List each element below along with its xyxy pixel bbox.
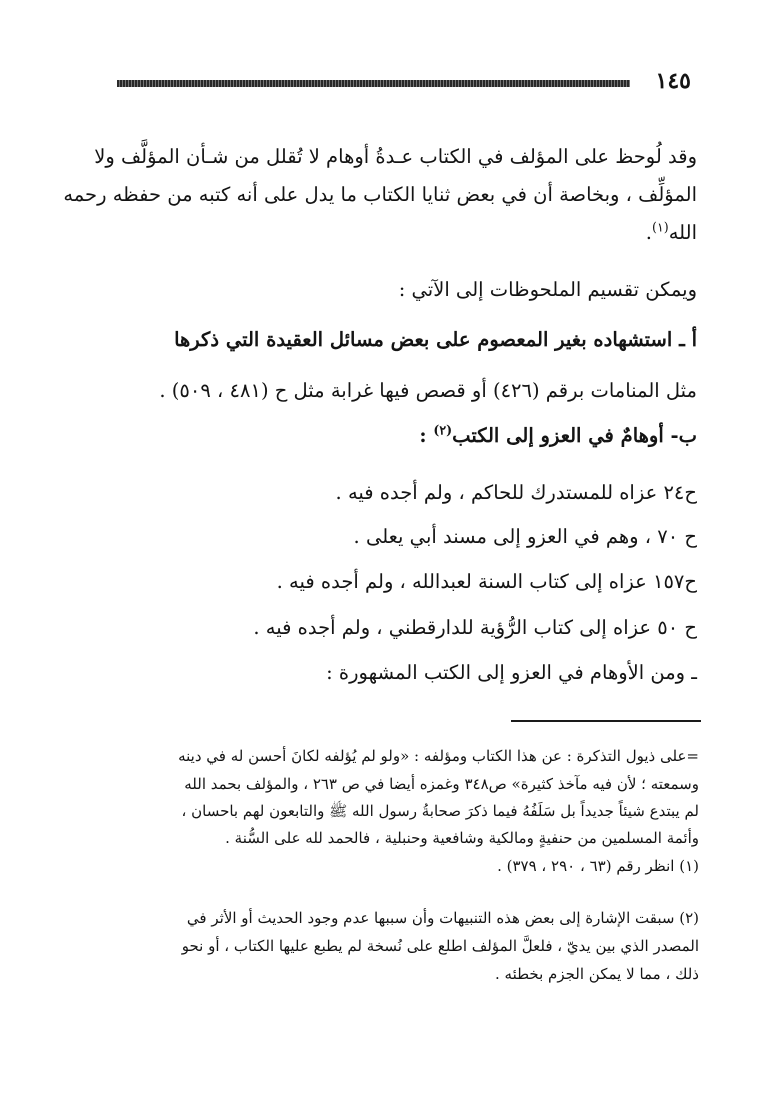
- footnote-1: (١) انظر رقم (٦٣ ، ٢٩٠ ، ٣٧٩) .: [497, 857, 699, 875]
- para1-line3-text: الله: [668, 221, 697, 244]
- footnote-cont-line: لم يبتدع شيئاً جديداً بل سَلَفُهُ فيما ذكرَ صحابةُ رسول الله ﷺ والتابعون لهم باحسان ،: [181, 802, 699, 820]
- footnote-separator: [511, 720, 701, 722]
- list-item: ح ٧٠ ، وهم في العزو إلى مسند أبي يعلى .: [353, 525, 697, 548]
- para1-line3: [646, 218, 697, 248]
- heading-b: [419, 421, 697, 451]
- footnote-2-line: (٢) سبقت الإشارة إلى بعض هذه التنبيهات وأن سببها عدم وجود الحديث أو الأثر في: [186, 909, 699, 927]
- list-item: ح١٥٧ عزاه إلى كتاب السنة لعبدالله ، ولم أجده فيه .: [276, 570, 697, 593]
- closing-line: ـ ومن الأوهام في العزو إلى الكتب المشهورة :: [326, 661, 697, 684]
- para1-line1: وقد لُوحظ على المؤلف في الكتاب عـدةُ أوهام لا تُقلل من شـأن المؤلَّف ولا: [94, 145, 697, 168]
- footnote-cont-line: وأئمة المسلمين من حنفيةٍ ومالكية وشافعية وحنبلية ، فالحمد لله على السُّنة .: [225, 829, 699, 847]
- footnote-ref-1: (١): [652, 219, 669, 235]
- heading-b-end: :: [419, 424, 434, 447]
- para1-line2: المؤلِّف ، وبخاصة أن في بعض ثنايا الكتاب ما يدل على أنه كتبه من حفظه رحمه: [63, 183, 697, 206]
- list-item: ح٢٤ عزاه للمستدرك للحاكم ، ولم أجده فيه .: [335, 481, 697, 504]
- footnote-cont-line: وسمعته ؛ لأن فيه مآخذ كثيرة» ص٣٤٨ وغمزه أيضا في ص ٢٦٣ ، والمؤلف بحمد الله: [184, 775, 699, 793]
- header-rule: [117, 80, 630, 87]
- footnote-2-line: المصدر الذي بين يديّ ، فلعلَّ المؤلف اطلع على نُسخة لم يطبع عليها الكتاب ، أو نحو: [181, 937, 699, 955]
- footnote-2-line: ذلك ، مما لا يمكن الجزم بخطئه .: [495, 965, 699, 983]
- intro-line: ويمكن تقسيم الملحوظات إلى الآتي :: [398, 278, 697, 301]
- list-item: ح ٥٠ عزاه إلى كتاب الرُّؤية للدارقطني ، ولم أجده فيه .: [253, 616, 697, 639]
- page-number: ١٤٥: [655, 68, 691, 94]
- heading-b-text: ب- أوهامٌ في العزو إلى الكتب: [452, 424, 697, 447]
- para1-end: .: [645, 221, 652, 244]
- heading-a: أ ـ استشهاده بغير المعصوم على بعض مسائل العقيدة التي ذكرها: [174, 328, 697, 351]
- footnote-cont-line: =على ذيول التذكرة : عن هذا الكتاب ومؤلفه : «ولو لم يُؤلفه لكانَ أحسن له في دينه: [178, 747, 699, 765]
- line-a: مثل المنامات برقم (٤٢٦) أو قصص فيها غرابة مثل ح (٤٨١ ، ٥٠٩) .: [159, 379, 697, 402]
- footnote-ref-2: (٢): [433, 422, 453, 438]
